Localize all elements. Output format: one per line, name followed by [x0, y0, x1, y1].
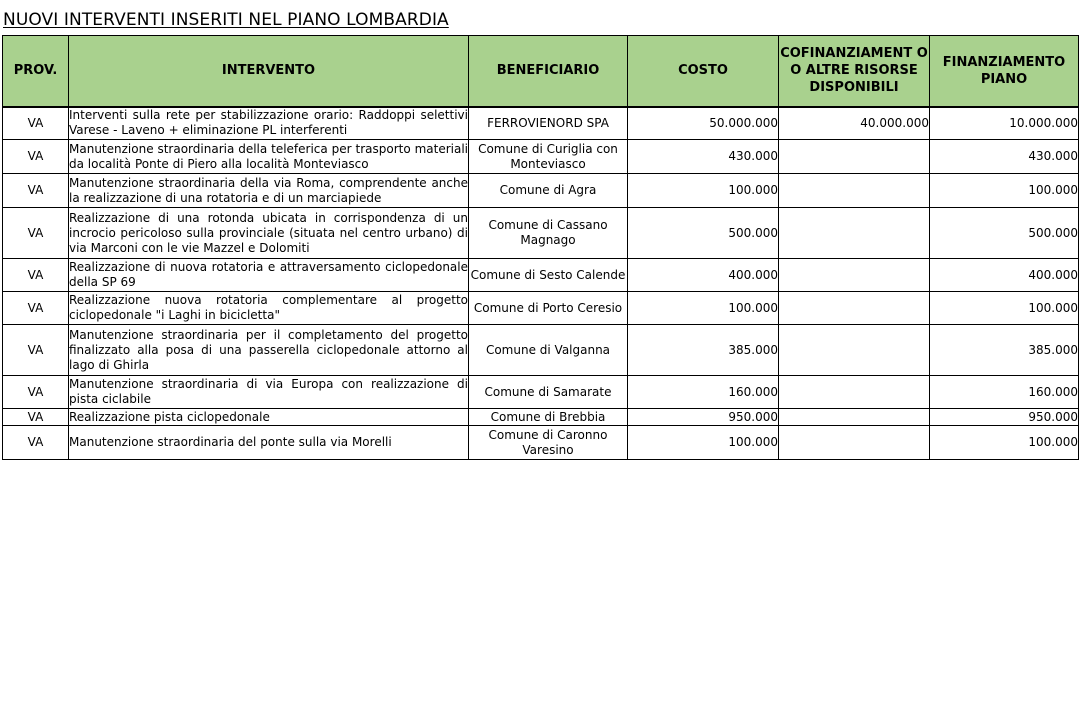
cell-prov: VA [3, 292, 69, 325]
page-title: NUOVI INTERVENTI INSERITI NEL PIANO LOMBARDIA [3, 10, 449, 30]
header-row [3, 36, 1079, 107]
cell-beneficiario: Comune di Agra [469, 174, 628, 208]
cell-intervento: Realizzazione di nuova rotatoria e attraversamento ciclopedonale della SP 69 [69, 259, 469, 292]
cell-costo: 100.000 [628, 292, 779, 325]
cell-cofinanziamento [779, 325, 930, 376]
table-row [3, 208, 1079, 259]
cell-intervento: Interventi sulla rete per stabilizzazione orario: Raddoppi selettivi Varese - Laveno + eliminazione PL interferenti [69, 107, 469, 140]
table-row [3, 292, 1079, 325]
table-row [3, 426, 1079, 460]
cell-intervento: Manutenzione straordinaria di via Europa con realizzazione di pista ciclabile [69, 376, 469, 409]
cell-cofinanziamento [779, 208, 930, 259]
cell-finanziamento: 385.000 [930, 325, 1079, 376]
cell-intervento: Realizzazione di una rotonda ubicata in corrispondenza di un incrocio pericoloso sulla provinciale (situata nel centro urbano) di via Marconi con le vie Mazzel e Dolomiti [69, 208, 469, 259]
cell-beneficiario: FERROVIENORD SPA [469, 107, 628, 140]
cell-prov: VA [3, 140, 69, 174]
cell-beneficiario: Comune di Caronno Varesino [469, 426, 628, 460]
cell-intervento: Manutenzione straordinaria della via Roma, comprendente anche la realizzazione di una rotatoria e di un marciapiede [69, 174, 469, 208]
cell-finanziamento: 100.000 [930, 292, 1079, 325]
cell-beneficiario: Comune di Brebbia [469, 409, 628, 426]
cell-prov: VA [3, 376, 69, 409]
cell-cofinanziamento [779, 426, 930, 460]
cell-cofinanziamento [779, 376, 930, 409]
cell-finanziamento: 500.000 [930, 208, 1079, 259]
table-row [3, 409, 1079, 426]
cell-beneficiario: Comune di Sesto Calende [469, 259, 628, 292]
cell-beneficiario: Comune di Valganna [469, 325, 628, 376]
cell-costo: 385.000 [628, 325, 779, 376]
header-costo: COSTO [628, 36, 779, 107]
cell-finanziamento: 950.000 [930, 409, 1079, 426]
header-finanziamento: FINANZIAMENTO PIANO [930, 36, 1079, 107]
cell-cofinanziamento [779, 259, 930, 292]
cell-intervento: Manutenzione straordinaria del ponte sulla via Morelli [69, 426, 469, 460]
cell-prov: VA [3, 259, 69, 292]
cell-prov: VA [3, 409, 69, 426]
cell-beneficiario: Comune di Curiglia con Monteviasco [469, 140, 628, 174]
table-row [3, 376, 1079, 409]
table-row [3, 140, 1079, 174]
cell-intervento: Realizzazione nuova rotatoria complementare al progetto ciclopedonale "i Laghi in bicicletta" [69, 292, 469, 325]
table-row [3, 259, 1079, 292]
cell-costo: 950.000 [628, 409, 779, 426]
cell-prov: VA [3, 208, 69, 259]
cell-intervento: Realizzazione pista ciclopedonale [69, 409, 469, 426]
cell-beneficiario: Comune di Cassano Magnago [469, 208, 628, 259]
cell-cofinanziamento [779, 140, 930, 174]
table-row [3, 107, 1079, 140]
cell-intervento: Manutenzione straordinaria della teleferica per trasporto materiali da località Ponte di Piero alla località Monteviasco [69, 140, 469, 174]
cell-finanziamento: 100.000 [930, 174, 1079, 208]
cell-costo: 430.000 [628, 140, 779, 174]
table-body [3, 107, 1079, 460]
cell-costo: 500.000 [628, 208, 779, 259]
cell-costo: 160.000 [628, 376, 779, 409]
table-row [3, 325, 1079, 376]
cell-finanziamento: 100.000 [930, 426, 1079, 460]
cell-prov: VA [3, 107, 69, 140]
cell-cofinanziamento [779, 292, 930, 325]
cell-cofinanziamento: 40.000.000 [779, 107, 930, 140]
interventions-table [2, 35, 1079, 460]
cell-cofinanziamento [779, 174, 930, 208]
cell-prov: VA [3, 325, 69, 376]
header-prov: PROV. [3, 36, 69, 107]
table-row [3, 174, 1079, 208]
cell-prov: VA [3, 426, 69, 460]
cell-finanziamento: 10.000.000 [930, 107, 1079, 140]
cell-costo: 100.000 [628, 426, 779, 460]
cell-costo: 50.000.000 [628, 107, 779, 140]
header-beneficiario: BENEFICIARIO [469, 36, 628, 107]
cell-prov: VA [3, 174, 69, 208]
header-cofinanziamento: COFINANZIAMENT O O ALTRE RISORSE DISPONIBILI [779, 36, 930, 107]
cell-costo: 100.000 [628, 174, 779, 208]
cell-beneficiario: Comune di Samarate [469, 376, 628, 409]
cell-finanziamento: 400.000 [930, 259, 1079, 292]
cell-finanziamento: 430.000 [930, 140, 1079, 174]
cell-beneficiario: Comune di Porto Ceresio [469, 292, 628, 325]
cell-costo: 400.000 [628, 259, 779, 292]
header-intervento: INTERVENTO [69, 36, 469, 107]
cell-finanziamento: 160.000 [930, 376, 1079, 409]
cell-cofinanziamento [779, 409, 930, 426]
cell-intervento: Manutenzione straordinaria per il completamento del progetto finalizzato alla posa di una passerella ciclopedonale attorno al lago di Ghirla [69, 325, 469, 376]
